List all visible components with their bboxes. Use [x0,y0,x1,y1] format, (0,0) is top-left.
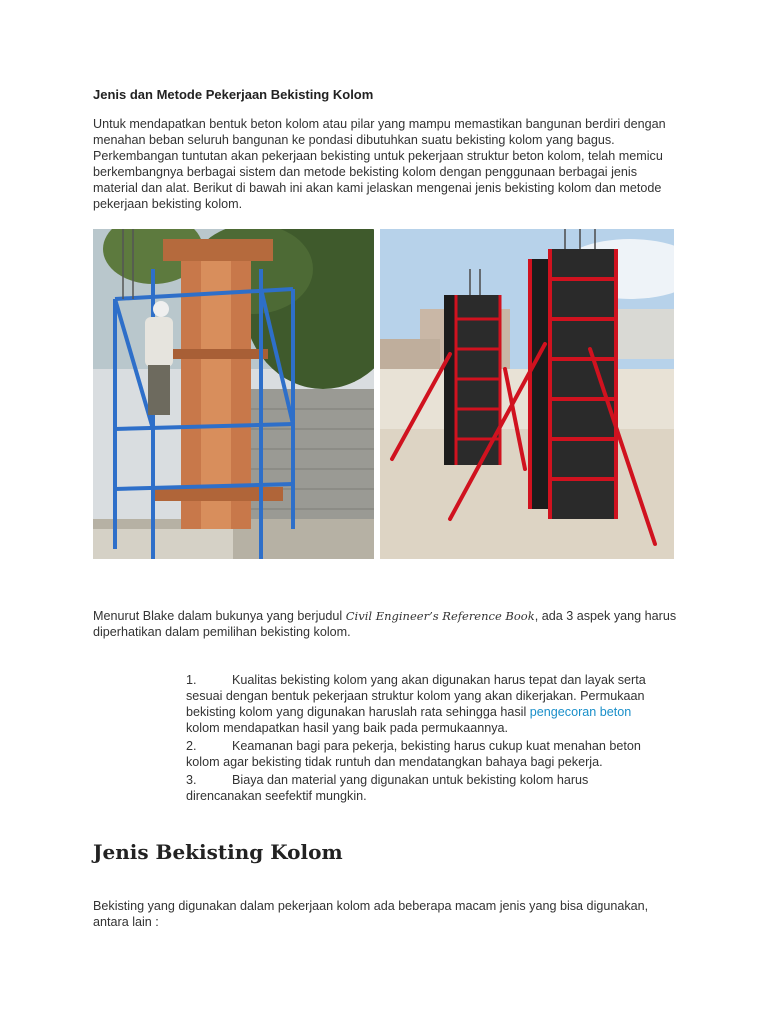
book-title: Civil Engineer’s Reference Book [345,609,535,623]
aspect-list [186,672,666,806]
section-subtitle: Jenis dan Metode Pekerjaan Bekisting Kolom [93,87,374,102]
intro-paragraph: Untuk mendapatkan bentuk beton kolom atau pilar yang mampu memastikan bangunan berdiri dengan menahan beban seluruh bangunan ke pondasi dibutuhkan suatu bekisting kolom yang bagus. Perkembangan tuntutan akan pekerjaan bekisting untuk pekerjaan struktur beton kolom, telah memicu berkembangnya berbagai sistem dan metode bekisting kolom dengan penggunaan berbagai jenis material dan alat. Berikut di bawah ini akan kami jelaskan mengenai jenis bekisting kolom dan metode pekerjaan bekisting kolom. [93,117,666,211]
blake-text-before: Menurut Blake dalam bukunya yang berjudul [93,609,346,623]
list-text: Kualitas bekisting kolom yang akan digunakan harus tepat dan layak serta sesuai dengan bentuk pekerjaan struktur kolom yang akan dikerjakan. Permukaan bekisting kolom yang digunakan haruslah rata sehingga hasil [186,673,646,719]
list-text: Biaya dan material yang digunakan untuk bekisting kolom harus direncanakan seefektif mungkin. [186,773,589,803]
list-item [186,738,666,770]
blake-paragraph [93,608,683,640]
timber-formwork-photo [93,229,374,559]
list-number: 3. [186,773,197,787]
section-heading: Jenis Bekisting Kolom [93,840,343,864]
outro-paragraph: Bekisting yang digunakan dalam pekerjaan kolom ada beberapa macam jenis yang bisa digunakan, antara lain : [93,899,649,929]
list-text: Keamanan bagi para pekerja, bekisting harus cukup kuat menahan beton kolom agar bekisting tidak runtuh dan mendatangkan bahaya bagi pekerja. [186,739,641,769]
list-item [186,672,666,736]
steel-formwork-photo [380,229,674,559]
list-number: 2. [186,739,197,753]
pengecoran-beton-link[interactable]: pengecoran beton [529,705,632,719]
list-item [186,772,666,804]
list-text-after: kolom mendapatkan hasil yang baik pada permukaannya. [186,721,509,735]
blake-text-after: , ada 3 aspek yang harus diperhatikan dalam pemilihan bekisting kolom. [93,609,677,639]
list-number: 1. [186,673,197,687]
